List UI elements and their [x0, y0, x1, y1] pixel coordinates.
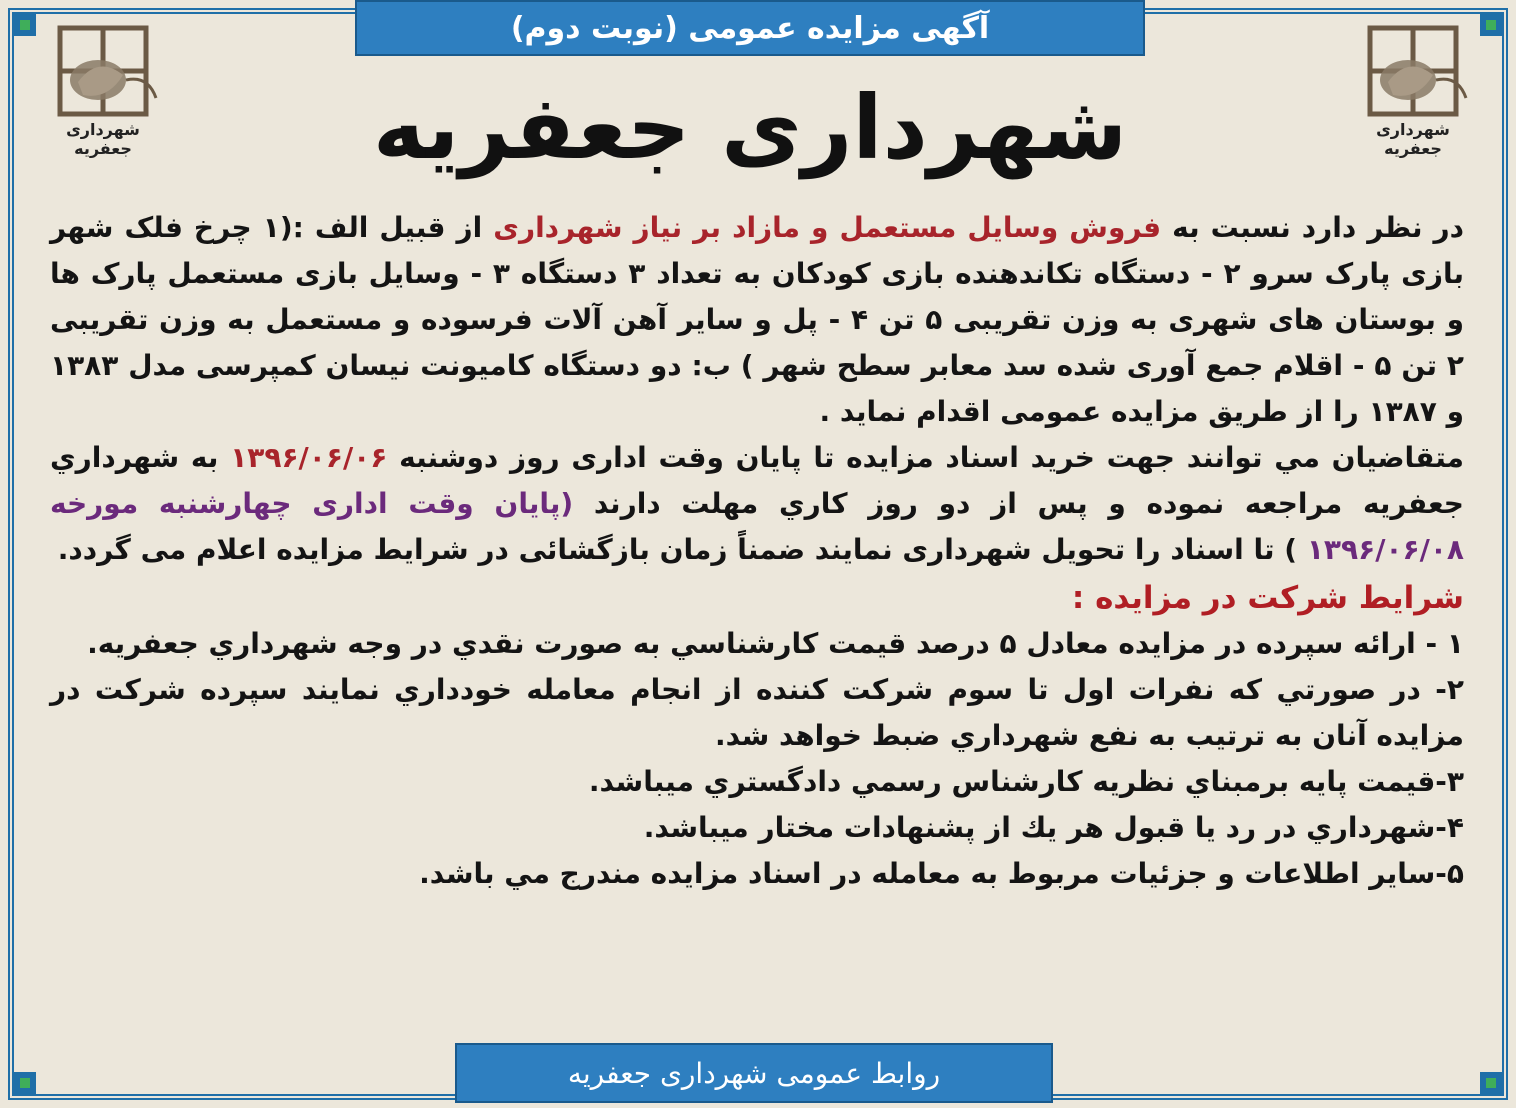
municipality-logo-left [38, 20, 168, 160]
paragraph-text: متقاضیان مي توانند جهت خرید اسناد مزایده تا پایان وقت اداری روز دوشنبه [387, 441, 1464, 474]
submission-deadline: (پایان وقت اداری چهارشنبه مورخه ۱۳۹۶/۰۶/۰۸ [50, 487, 1464, 566]
logo-icon [38, 20, 168, 135]
paragraph-text: ) تا اسناد را تحویل شهرداری نمایند ضمناً زمان بازگشائی در شرایط مزایده اعلام می گردد. [57, 533, 1307, 566]
conditions-heading: شرایط شرکت در مزایده : [1071, 580, 1464, 616]
condition-item: ۳-قیمت پایه برمبناي نظریه کارشناس رسمي دادگستري میباشد. [588, 765, 1464, 798]
condition-item: ۲- در صورتي که نفرات اول تا سوم شرکت کننده از انجام معامله خودداري نمایند سپرده شرکت در مزایده آنان به ترتیب به نفع شهرداري ضبط خواهد شد. [50, 673, 1464, 752]
paragraph-text: در نظر دارد نسبت به [1161, 211, 1464, 244]
page-title: شهرداری جعفریه [372, 75, 1128, 179]
notice-body [50, 205, 1464, 897]
paragraph-deadline [50, 435, 1464, 573]
notice-type-banner: آگهی مزایده عمومی (نوبت دوم) [355, 0, 1145, 56]
corner-ornament [14, 1072, 36, 1094]
paragraph-text: از قبیل الف :(۱ چرخ فلک شهر بازی پارک سرو ۲ - دستگاه تکاندهنده بازی کودکان به تعداد ۳ دستگاه ۳ - وسایل بازی مستعمل پارک ها و بوستان های شهری به وزن تقریبی ۵ تن ۴ - پل و سایر آهن آلات فرسوده و مستعمل به وزن تقریبی ۲ تن ۵ - اقلام جمع آوری شده سد معابر سطح شهر ) ب: دو دستگاه کامیونت نیسان کمپرسی مدل ۱۳۸۳ و ۱۳۸۷ را از طریق مزایده عمومی اقدام نماید . [50, 211, 1464, 428]
municipality-logo-right [1348, 20, 1478, 160]
footer-banner: روابط عمومی شهرداری جعفریه [455, 1043, 1053, 1103]
corner-ornament [1480, 14, 1502, 36]
logo-caption: شهرداری جعفریه [1376, 120, 1450, 158]
paragraph-items [50, 205, 1464, 435]
corner-ornament [14, 14, 36, 36]
logo-caption: شهرداری جعفریه [66, 120, 140, 158]
purchase-date: ۱۳۹۶/۰۶/۰۶ [230, 441, 388, 474]
condition-item: ۵-سایر اطلاعات و جزئیات مربوط به معامله در اسناد مزایده مندرج مي باشد. [419, 857, 1464, 890]
corner-ornament [1480, 1072, 1502, 1094]
paragraph-text: به شهرداري جعفریه مراجعه نموده و پس از دو روز کاري مهلت دارند [50, 441, 1464, 520]
condition-item: ۴-شهرداري در رد یا قبول هر یك از پشنهادات مختار میباشد. [643, 811, 1464, 844]
highlight-text: فروش وسایل مستعمل و مازاد بر نیاز شهرداری [493, 211, 1162, 244]
condition-item: ۱ - ارائه سپرده در مزایده معادل ۵ درصد قیمت کارشناسي به صورت نقدي در وجه شهرداري جعفریه. [87, 627, 1464, 660]
logo-icon [1348, 20, 1478, 135]
